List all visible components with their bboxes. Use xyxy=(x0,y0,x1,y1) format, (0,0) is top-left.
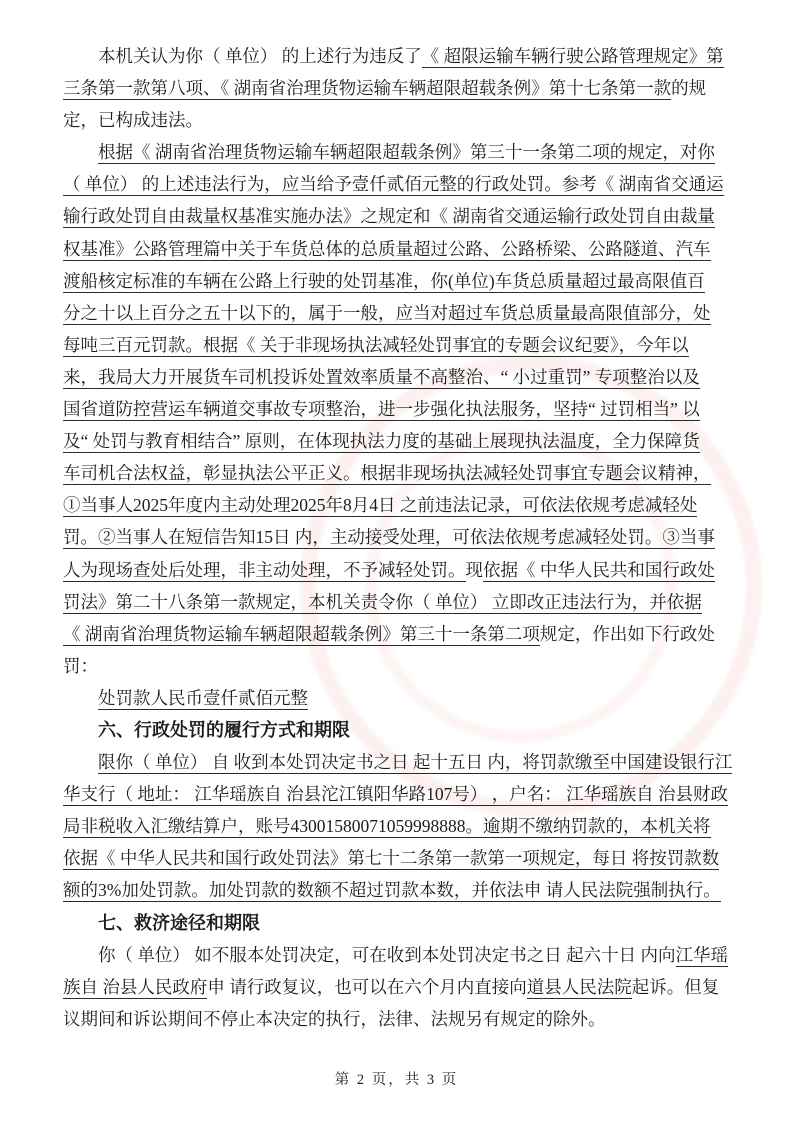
text-line xyxy=(63,1003,731,1035)
text-line xyxy=(63,874,731,906)
underlined-text-segment: 每吨三百元罚款。根据《 关于非现场执法减轻处罚事宜的专题会议纪要》，今年以 xyxy=(63,334,689,355)
underlined-text-segment: 局非税收入汇缴结算户，账号43001580071059998888。逾期不缴纳罚款的，本机关将 xyxy=(63,816,711,837)
text-segment: 议期间和诉讼期间不停止本决定的执行，法律、法规另有规定的除外。 xyxy=(63,1008,606,1029)
text-line xyxy=(63,361,731,393)
text-segment: 六、行政处罚的履行方式和期限 xyxy=(98,719,350,740)
text-line xyxy=(63,842,731,874)
document-content xyxy=(63,40,731,1035)
text-line xyxy=(63,168,731,200)
section-heading xyxy=(63,714,731,746)
underlined-text-segment: 根据《 湖南省治理货物运输车辆超限超载条例》第三十一条第二项的规定，对你 xyxy=(98,142,715,163)
underlined-text-segment: 道县人民法院 xyxy=(526,976,632,997)
text-line xyxy=(63,233,731,265)
text-segment: 你（ 单位） 如不服本处罚决定，可在收到本处罚决定书之日 起六十日 内向 xyxy=(98,944,676,965)
underlined-text-segment: 分之十以上百分之五十以下的，属于一般，应当对超过车货总质量最高限值部分，处 xyxy=(63,302,711,323)
text-segment: 七、救济途径和期限 xyxy=(98,912,260,933)
underlined-text-segment: 《 超限运输车辆行驶公路管理规定》第 xyxy=(421,46,724,66)
text-segment: 罚： xyxy=(63,655,98,676)
text-line xyxy=(63,489,731,521)
underlined-text-segment: 罚法》第二十八条第一款规定，本机关责令你（ 单位） 立即改正违法行为，并依据 xyxy=(63,591,702,612)
text-line xyxy=(63,618,731,650)
text-line xyxy=(63,200,731,232)
text-line xyxy=(63,425,731,457)
underlined-text-segment: 处罚款人民币壹仟贰佰元整 xyxy=(98,687,308,708)
text-line xyxy=(63,72,731,104)
text-segment: 定，已构成违法。 xyxy=(63,110,203,131)
text-line xyxy=(63,393,731,425)
underlined-text-segment: 罚。②当事人在短信告知15日 内，主动接受处理，可依法依规考虑减轻处罚。③当事 xyxy=(63,527,715,548)
text-line xyxy=(63,329,731,361)
underlined-text-segment: 依据《 中华人民共和国行政处 xyxy=(483,559,715,580)
text-segment: 现 xyxy=(465,559,483,580)
page-number: 第 2 页，共 3 页 xyxy=(334,1072,459,1088)
underlined-text-segment: 额的3%加处罚款。加处罚款的数额不超过罚款本数，并依法申 请人民法院强制执行。 xyxy=(63,880,721,901)
text-line xyxy=(63,746,731,778)
underlined-text-segment: 华支行（ 地址： 江华瑶族自 治县沱江镇阳华路107号） ，户名： 江华瑶族自 治县财政 xyxy=(63,784,728,805)
underlined-text-segment: 国省道防控营运车辆道交事故专项整治，进一步强化执法服务，坚持“ 过罚相当” 以 xyxy=(63,399,700,420)
text-line xyxy=(63,104,731,136)
section-heading xyxy=(63,907,731,939)
text-line xyxy=(63,457,731,489)
underlined-text-segment: 人为现场查处后处理，非主动处理，不予减轻处罚。 xyxy=(63,559,466,580)
text-line xyxy=(63,586,731,618)
underlined-text-segment: 江华瑶 xyxy=(675,944,728,965)
text-line xyxy=(63,40,731,72)
text-line xyxy=(63,682,731,714)
text-segment: 的规 xyxy=(671,78,707,99)
text-line xyxy=(63,778,731,810)
text-line xyxy=(63,521,731,553)
text-segment: 本机关认为你（ 单位） 的上述行为违反了 xyxy=(98,46,422,66)
text-line xyxy=(63,939,731,971)
underlined-text-segment: 来，我局大力开展货车司机投诉处置效率质量不高整治、“ 小过重罚” 专项整治以及 xyxy=(63,366,700,387)
text-line xyxy=(63,650,731,682)
underlined-text-segment: ①当事人2025年度内主动处理2025年8月4日 之前违法记录，可依法依规考虑减轻处 xyxy=(63,495,698,516)
text-line xyxy=(63,265,731,297)
text-segment: 规定，作出如下行政处 xyxy=(539,623,715,644)
underlined-text-segment: 限你（ 单位） 自 收到本处罚决定书之日 起十五日 内，将罚款缴至中国建设银行江 xyxy=(98,752,733,773)
text-line xyxy=(63,971,731,1003)
underlined-text-segment: 及“ 处罚与教育相结合” 原则，在体现执法力度的基础上展现执法温度，全力保障货 xyxy=(63,431,700,452)
text-line xyxy=(63,297,731,329)
text-line xyxy=(63,554,731,586)
text-line xyxy=(63,136,731,168)
underlined-text-segment: 渡船核定标准的车辆在公路上行驶的处罚基准，你(单位)车货总质量超过最高限值百 xyxy=(63,270,705,291)
text-segment: 申 请行政复议，也可以在六个月内直接向 xyxy=(207,976,527,997)
underlined-text-segment: （ 单位） 的上述违法行为，应当给予壹仟贰佰元整的行政处罚。参考《 湖南省交通运 xyxy=(63,174,724,195)
text-segment: 起诉。但复 xyxy=(631,976,720,997)
underlined-text-segment: 依据《 中华人民共和国行政处罚法》第七十二条第一款第一项规定，每日 将按罚款数 xyxy=(63,848,720,869)
underlined-text-segment: 族自 治县人民政府 xyxy=(63,976,208,997)
underlined-text-segment: 权基准》公路管理篇中关于车货总体的总质量超过公路、公路桥梁、公路隧道、汽车 xyxy=(63,238,711,259)
underlined-text-segment: 三条第一款第八项、《 湖南省治理货物运输车辆超限超载条例》第十七条第一款 xyxy=(63,78,672,99)
text-line xyxy=(63,810,731,842)
underlined-text-segment: 输行政处罚自由裁量权基准实施办法》之规定和《 湖南省交通运输行政处罚自由裁量 xyxy=(63,206,715,227)
underlined-text-segment: 《 湖南省治理货物运输车辆超限超载条例》第三十一条第二项 xyxy=(63,623,540,644)
underlined-text-segment: 车司机合法权益，彰显执法公平正义。根据非现场执法减轻处罚事宜专题会议精神， xyxy=(63,463,711,484)
